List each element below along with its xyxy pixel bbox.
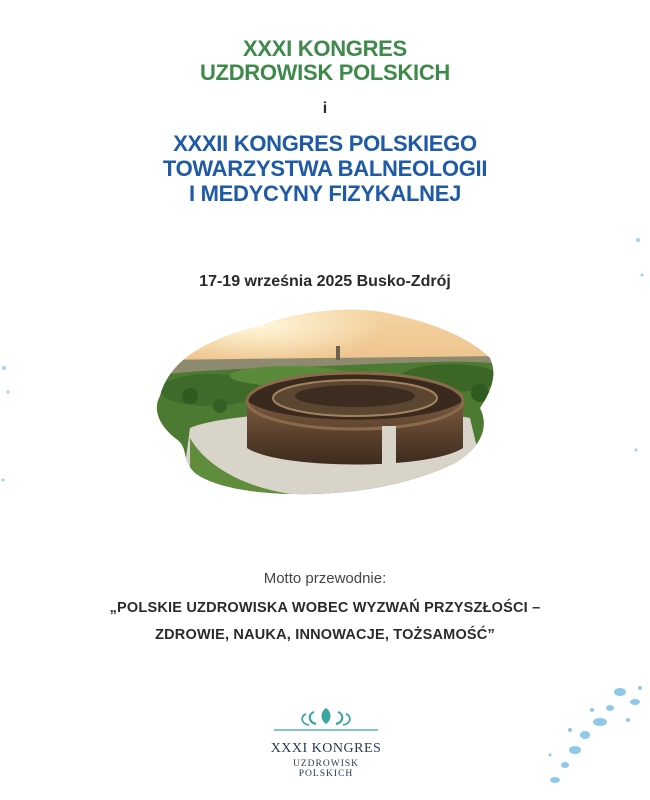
logo-emblem-icon [268,702,384,734]
water-splash-decoration [540,680,650,800]
edge-droplets-left [0,360,12,490]
society-title-line-2: TOWARZYSTWA BALNEOLOGII [162,156,488,181]
event-date-place: 17-19 września 2025 Busko-Zdrój [199,273,451,290]
motto-line-2: ZDROWIE, NAUKA, INNOWACJE, TOŻSAMOŚĆ” [155,627,495,643]
motto-label: Motto przewodnie: [263,570,387,587]
motto-line-1: „POLSKIE UZDROWISKA WOBEC WYZWAŃ PRZYSZŁOŚCI – [109,600,541,616]
society-title-line-3: I MEDYCYNY FIZYKALNEJ [189,181,461,206]
aerial-photo-illustration [150,298,500,503]
edge-droplets-right [632,230,646,470]
connector-text: i [322,100,328,117]
congress-logo [268,702,384,779]
congress-title-line-1: XXXI KONGRES [243,36,407,61]
congress-title-line-2: UZDROWISK POLSKICH [199,60,451,85]
logo-sub-text: UZDROWISK POLSKICH [293,759,359,779]
society-title-line-1: XXXII KONGRES POLSKIEGO [173,131,477,156]
logo-main-text: XXXI KONGRES [270,741,382,756]
